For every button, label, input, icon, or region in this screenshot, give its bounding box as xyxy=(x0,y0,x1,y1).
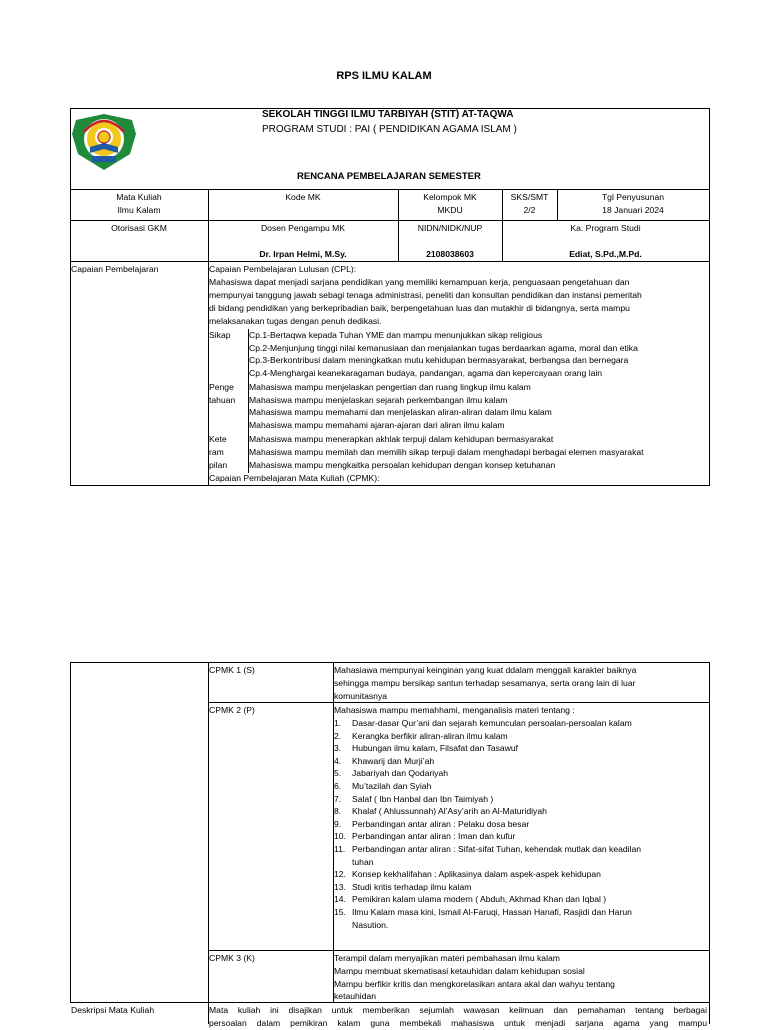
program-name: PROGRAM STUDI : PAI ( PENDIDIKAN AGAMA ISLAM ) xyxy=(262,124,517,135)
cpmk2-intro: Mahasiswa mampu memahhami, menganalisis materi tentang : xyxy=(334,705,575,715)
cpmk-title: Capaian Pembelajaran Mata Kuliah (CPMK): xyxy=(209,473,380,483)
sks-header: SKS/SMT xyxy=(510,192,549,202)
course-group-value: MKDU xyxy=(437,205,463,215)
cpl-title: Capaian Pembelajaran Lulusan (CPL): xyxy=(209,264,357,274)
knowledge-label: Penge xyxy=(209,382,234,392)
course-code-header: Kode MK xyxy=(285,192,321,202)
head-of-program-header: Ka. Program Studi xyxy=(570,223,641,233)
nidn-value: 2108038603 xyxy=(426,249,474,259)
table-border xyxy=(70,485,710,486)
rps-title: RENCANA PEMBELAJARAN SEMESTER xyxy=(297,171,481,182)
cpmk1-text: komunitasnya xyxy=(334,691,388,701)
cpmk3-text: Mampu berfikir kritis dan mengkorelasikan antara akal dan wahyu tentang xyxy=(334,979,615,989)
knowledge-item: Mahasiswa mampu memahami dan menjelaskan aliran-aliran dalam ilmu kalam xyxy=(249,407,552,417)
table-border xyxy=(70,662,71,1002)
attitude-item: Cp.2-Menjunjung tinggi nilai kemanusiaan dan menjalankan tugas berdaarkan agama, moral dan etika xyxy=(249,343,638,353)
topic-item: Mu’tazilah dan Syiah xyxy=(352,781,432,791)
authorization-label: Otorisasi GKM xyxy=(111,223,167,233)
course-name-header: Mata Kuliah xyxy=(116,192,162,202)
attitude-item: Cp.1-Bertaqwa kepada Tuhan YME dan mampu menunjukkan sikap religious xyxy=(249,330,543,340)
topic-item: Konsep kekhalifahan : Aplikasinya dalam aspek-aspek kehidupan xyxy=(352,869,601,880)
knowledge-label: tahuan xyxy=(209,395,236,405)
skill-item: Mahasiswa mampu menerapkan akhlak terpuji dalam kehidupan bermasyarakat xyxy=(249,434,554,444)
topic-item: Khalaf ( Ahlussunnah) Al’Asy’arih an Al-Maturidiyah xyxy=(352,806,547,817)
topic-number: 3. xyxy=(334,743,342,754)
course-description-label: Deskripsi Mata Kuliah xyxy=(71,1005,155,1015)
table-border xyxy=(70,261,710,262)
topic-number: 15. xyxy=(334,907,346,917)
topic-item: Salaf ( Ibn Hanbal dan Ibn Taimiyah ) xyxy=(352,793,494,804)
skill-item: Mahasiswa mampu memilah dan memilih sikap terpuji dalam menghadapi berbagai elemen masyarakat xyxy=(249,447,644,457)
document-title: RPS ILMU KALAM xyxy=(336,70,432,82)
topic-item: Kerangka berfikir aliran-aliran ilmu kalam xyxy=(352,730,508,741)
topic-number: 6. xyxy=(334,781,342,791)
table-border xyxy=(70,220,710,221)
topic-number: 10. xyxy=(334,831,346,842)
cpmk1-text: sehingga mampu bersikap santun terhadap sesamanya, serta orang lain di luar xyxy=(334,678,636,688)
cpmk3-label: CPMK 3 (K) xyxy=(209,953,255,963)
table-border xyxy=(70,1002,710,1003)
learning-outcomes-label: Capaian Pembelajaran xyxy=(71,264,159,274)
topic-number: 13. xyxy=(334,881,346,892)
attitude-label: Sikap xyxy=(209,330,231,340)
lecturer-header: Dosen Pengampu MK xyxy=(260,223,346,233)
cpmk3-text: Mampu membuat skematisasi ketauhidan dalam kehidupan sosial xyxy=(334,966,585,976)
table-border xyxy=(709,662,710,1024)
cpl-text-line: Mahasiswa dapat menjadi sarjana pendidikan yang memiliki kemampuan kerja, penguasaan pengetahuan dan xyxy=(209,277,630,287)
date-value: 18 Januari 2024 xyxy=(602,205,664,215)
school-name: SEKOLAH TINGGI ILMU TARBIYAH (STIT) AT-TAQWA xyxy=(262,109,514,120)
cpmk1-label: CPMK 1 (S) xyxy=(209,665,255,675)
table-border xyxy=(70,662,710,663)
topic-item: Hubungan ilmu kalam, Filsafat dan Tasawuf xyxy=(352,743,519,754)
cpl-text-line: melaksanakan tugas dengan penuh dedikasi. xyxy=(209,316,382,326)
topic-number: 11. xyxy=(334,844,346,854)
skill-label: Kete xyxy=(209,434,227,444)
head-of-program-name: Ediat, S.Pd.,M.Pd. xyxy=(569,249,642,259)
topic-number: 9. xyxy=(334,818,342,829)
topic-item: Perbandingan antar aliran : Sifat-sifat Tuhan, kehendak mutlak dan keadilan xyxy=(352,844,642,854)
date-header: Tgl Penyusunan xyxy=(601,192,665,202)
knowledge-item: Mahasiswa mampu memahami ajaran-ajaran dari aliran ilmu kalam xyxy=(249,420,505,430)
cpmk3-text: Terampil dalam menyajikan materi pembahasan ilmu kalam xyxy=(334,953,560,963)
topic-number: 4. xyxy=(334,755,342,766)
topic-item: tuhan xyxy=(352,856,374,867)
topic-item: Nasution. xyxy=(352,919,389,930)
cpmk2-label: CPMK 2 (P) xyxy=(209,705,255,715)
course-description-text: Mata kuliah ini disajikan untuk memberikan sejumlah wawasan keilmuan dan pemahaman tentang berbagai xyxy=(209,1005,707,1015)
knowledge-item: Mahasiswa mampu menjelaskan pengertian dan ruang lingkup ilmu kalam xyxy=(249,382,531,392)
sks-value: 2/2 xyxy=(523,205,536,215)
table-border xyxy=(70,189,710,190)
school-logo-icon xyxy=(70,112,138,172)
course-description-text: persoalan dalam pemikiran kalam guna membekali mahasiswa untuk menjadi sarjana agama yang mampu xyxy=(209,1018,707,1028)
topic-item: Dasar-dasar Qur’ani dan sejarah kemunculan persoalan-persoalan kalam xyxy=(352,718,632,728)
attitude-item: Cp.4-Menghargai keanekaragaman budaya, pandangan, agama dan kepercayaan orang lain xyxy=(249,368,603,378)
topic-number: 1. xyxy=(334,718,342,728)
table-border xyxy=(208,950,710,951)
topic-item: Perbandingan antar aliran : Iman dan kufur xyxy=(352,831,516,842)
cpmk3-text: ketauhidan xyxy=(334,991,377,1001)
topic-number: 5. xyxy=(334,768,342,779)
topic-number: 14. xyxy=(334,894,346,905)
table-border xyxy=(709,108,710,486)
topic-item: Ilmu Kalam masa kini, Ismail Al-Faruqi, Hassan Hanafi, Rasjidi dan Harun xyxy=(352,907,632,917)
skill-label: pilan xyxy=(209,460,228,470)
course-name-value: Ilmu Kalam xyxy=(117,205,161,215)
lecturer-name: Dr. Irpan Helmi, M.Sy. xyxy=(259,249,347,259)
cpl-text-line: di bidang pendidikan yang berkepribadian baik, berpengetahuan luas dan mutakhir di bidangnya, serta mampu xyxy=(209,303,630,313)
topic-item: Pemikiran kalam ulama modern ( Abduh, Akhmad Khan dan Iqbal ) xyxy=(352,894,607,905)
topic-item: Khawarij dan Murji’ah xyxy=(352,755,435,766)
knowledge-item: Mahasiswa mampu menjelaskan sejarah perkembangan ilmu kalam xyxy=(249,395,508,405)
topic-item: Perbandingan antar aliran : Pelaku dosa besar xyxy=(352,818,530,829)
topic-number: 7. xyxy=(334,793,342,804)
nidn-header: NIDN/NIDK/NUP xyxy=(417,223,483,233)
skill-item: Mahasiswa mampu mengkaitka persoalan kehidupan dengan konsep ketuhanan xyxy=(249,460,556,470)
table-border xyxy=(208,702,710,703)
topic-item: Jabariyah dan Qodariyah xyxy=(352,768,449,779)
attitude-item: Cp.3-Berkontribusi dalam meningkatkan mutu kehidupan bermasyarakat, berbangsa dan bernegara xyxy=(249,355,629,365)
topic-number: 2. xyxy=(334,730,342,741)
skill-label: ram xyxy=(209,447,224,457)
topic-number: 8. xyxy=(334,806,342,817)
topic-item: Studi kritis terhadap ilmu kalam xyxy=(352,881,472,892)
topic-number: 12. xyxy=(334,869,346,880)
cpl-text-line: mempunyai tanggung jawab sebagi tenaga administrasi, peneliti dan konsultan pendidikan dan instansi pemeritah xyxy=(209,290,642,300)
course-group-header: Kelompok MK xyxy=(423,192,477,202)
cpmk1-text: Mahasiawa mempunyai keinginan yang kuat ddalam menggali karakter baiknya xyxy=(334,665,637,675)
